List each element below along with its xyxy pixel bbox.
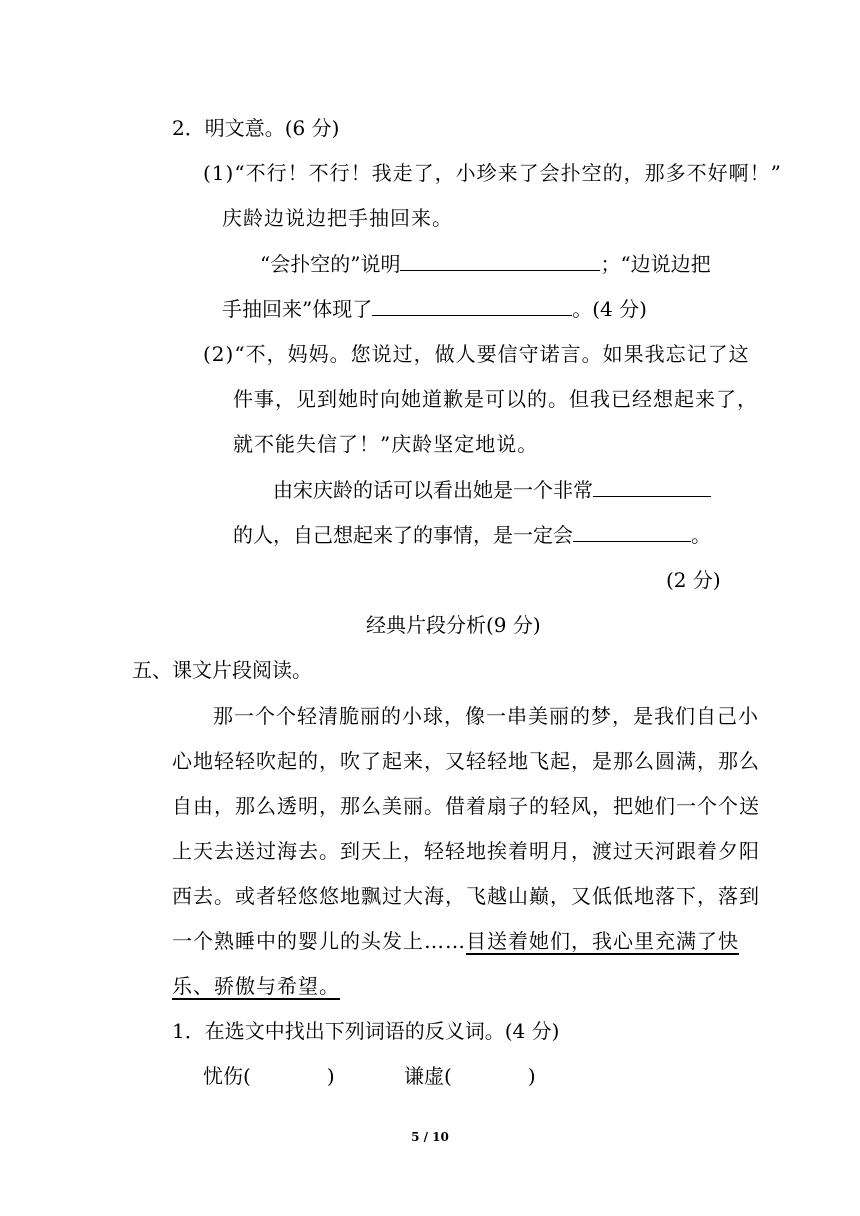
q2-part2-ask-c: 。	[691, 523, 711, 547]
q2-part2-quote-line3: 就不能失信了！”庆龄坚定地说。	[233, 432, 539, 456]
passage-underlined-sentence-part2: 乐、骄傲与希望。	[172, 974, 340, 998]
passage-underlined-sentence-part1: 目送着她们，我心里充满了快	[466, 929, 739, 953]
q2-part1-quote-line2: 庆龄边说边把手抽回来。	[222, 206, 453, 230]
q2-part1-ask-d: 。(4 分)	[572, 297, 647, 321]
antonym-word-2: 谦虚(	[404, 1064, 452, 1088]
antonym-close-1: )	[326, 1064, 335, 1088]
antonym-item-2	[404, 1062, 536, 1090]
q2-part2-score: (2 分)	[666, 568, 721, 592]
passage-line-6-plain: 一个熟睡中的婴儿的头发上……	[172, 929, 466, 953]
q2-part1-ask-c: 手抽回来”体现了	[222, 297, 373, 321]
q2-part2-line1	[203, 340, 750, 368]
q2-part2-ask-b: 的人，自己想起来了的事情，是一定会	[233, 523, 573, 547]
part-5-title: 五、课文片段阅读。	[132, 658, 312, 682]
question-1-title: 1．在选文中找出下列词语的反义词。(4 分)	[172, 1019, 560, 1043]
q2-part1-quote-line1: “不行！不行！我走了，小珍来了会扑空的，那多不好啊！”	[234, 161, 782, 185]
q2-part1-ask-a: “会扑空的”说明	[260, 252, 401, 276]
q2-part2-quote-line2: 件事，见到她时向她道歉是可以的。但我已经想起来了，	[233, 387, 758, 411]
passage-line-5: 西去。或者轻悠悠地飘过大海，飞越山巅，又低低地落下，落到	[172, 884, 760, 908]
passage-line-7	[172, 972, 340, 1000]
antonym-word-1: 忧伤(	[203, 1064, 251, 1088]
q2-part2-number: (2)	[203, 342, 235, 366]
passage-line-4: 上天去送过海去。到天上，轻轻地挨着明月，渡过天河跟着夕阳	[172, 839, 760, 863]
antonym-close-2: )	[527, 1064, 536, 1088]
antonym-item-1	[203, 1062, 335, 1090]
section-heading: 经典片段分析(9 分)	[366, 613, 541, 637]
answer-blank-1[interactable]	[400, 250, 600, 271]
answer-blank-3[interactable]	[593, 476, 711, 497]
passage-line-1: 那一个个轻清脆丽的小球，像一串美丽的梦，是我们自己小	[213, 704, 759, 728]
q2-part2-ask-line1	[273, 476, 711, 504]
q2-part2-ask-a: 由宋庆龄的话可以看出她是一个非常	[273, 478, 593, 502]
passage-line-2: 心地轻轻吹起的，吹了起来，又轻轻地飞起，是那么圆满，那么	[172, 749, 760, 773]
answer-blank-4[interactable]	[573, 521, 691, 542]
answer-blank-2[interactable]	[372, 295, 572, 316]
page-number: 5 / 10	[411, 1130, 449, 1144]
q2-part1-ask-b: ；“边说边把	[600, 252, 711, 276]
q2-part2-ask-line2	[233, 521, 711, 549]
passage-line-6	[172, 927, 739, 955]
q2-part1-number: (1)	[203, 161, 235, 185]
q2-part1-line1	[203, 159, 782, 187]
q2-part1-ask-line2	[222, 295, 647, 323]
question-2-title: 2．明文意。(6 分)	[172, 116, 340, 140]
passage-line-3: 自由，那么透明，那么美丽。借着扇子的轻风，把她们一个个送	[172, 794, 760, 818]
q2-part1-ask-line1	[260, 250, 711, 278]
q2-part2-quote-line1: “不，妈妈。您说过，做人要信守诺言。如果我忘记了这	[234, 342, 750, 366]
